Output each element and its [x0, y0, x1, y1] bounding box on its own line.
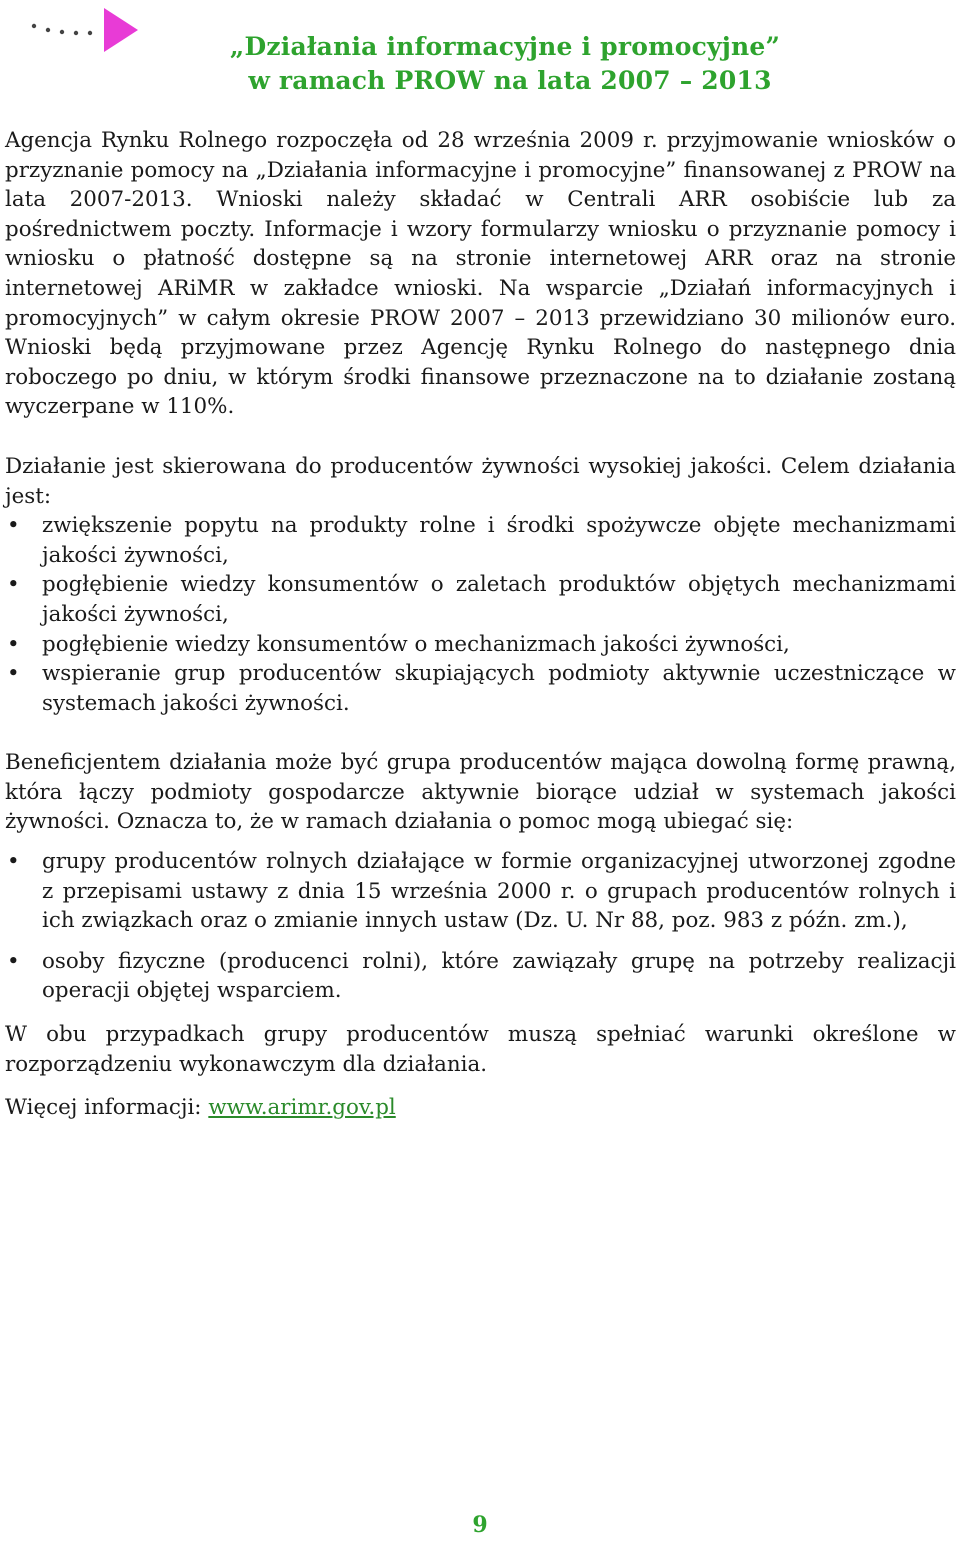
- arimr-link[interactable]: www.arimr.gov.pl: [208, 1095, 396, 1121]
- audience-paragraph: Działanie jest skierowana do producentów żywności wysokiej jakości. Celem działania jest:: [5, 453, 956, 509]
- more-info-line: [5, 1093, 956, 1123]
- list-item: • grupy producentów rolnych działające w formie organizacyjnej utworzonej zgodne z przepisami ustawy z dnia 15 września 2000 r. o grupach producentów rolnych i ich związkach oraz o zmianie innych ustaw (Dz. U. Nr 88, poz. 983 z późn. zm.),: [5, 847, 956, 936]
- list-item: • pogłębienie wiedzy konsumentów o zaletach produktów objętych mechanizmami jakości żywności,: [5, 570, 956, 629]
- beneficiaries-list: [5, 847, 956, 1006]
- title-line-1: „Działania informacyjne i promocyjne”: [229, 32, 781, 61]
- list-item: • wspieranie grup producentów skupiających podmioty aktywnie uczestniczące w systemach jakości żywności.: [5, 659, 956, 718]
- more-info-label: Więcej informacji:: [5, 1095, 209, 1121]
- list-item: • osoby fizyczne (producenci rolni), które zawiązały grupę na potrzeby realizacji operacji objętej wsparciem.: [5, 947, 956, 1006]
- beneficiary-paragraph: Beneficjentem działania może być grupa producentów mająca dowolną formę prawną, która łączy podmioty gospodarcze aktywnie biorące udział w systemach jakości żywności. Oznacza to, że w ramach działania o pomoc mogą ubiegać się:: [5, 750, 956, 835]
- list-item: • pogłębienie wiedzy konsumentów o mechanizmach jakości żywności,: [5, 630, 956, 660]
- document-title: [0, 30, 960, 98]
- goals-list: [5, 511, 956, 718]
- document-body: [5, 126, 956, 1123]
- intro-paragraph: Agencja Rynku Rolnego rozpoczęła od 28 września 2009 r. przyjmowanie wniosków o przyznanie pomocy na „Działania informacyjne i promocyjne” finansowanej z PROW na lata 2007-2013. Wnioski należy składać w Centrali ARR osobiście lub za pośrednictwem poczty. Informacje i wzory formularzy wniosku o przyznanie pomocy i wniosku o płatność dostępne są na stronie internetowej ARR oraz na stronie internetowej ARiMR w zakładce wnioski. Na wsparcie „Działań informacyjnych i promocyjnych” w całym okresie PROW 2007 – 2013 przewidziano 30 milionów euro. Wnioski będą przyjmowane przez Agencję Rynku Rolnego do następnego dnia roboczego po dniu, w którym środki finansowe przeznaczone na to działanie zostaną wyczerpane w 110%.: [5, 128, 956, 420]
- requirements-paragraph: W obu przypadkach grupy producentów muszą spełniać warunki określone w rozporządzeniu wykonawczym dla działania.: [5, 1022, 956, 1077]
- title-line-2: w ramach PROW na lata 2007 – 2013: [248, 66, 772, 95]
- page-number: 9: [472, 1512, 488, 1538]
- list-item: • zwiększenie popytu na produkty rolne i środki spożywcze objęte mechanizmami jakości żywności,: [5, 511, 956, 570]
